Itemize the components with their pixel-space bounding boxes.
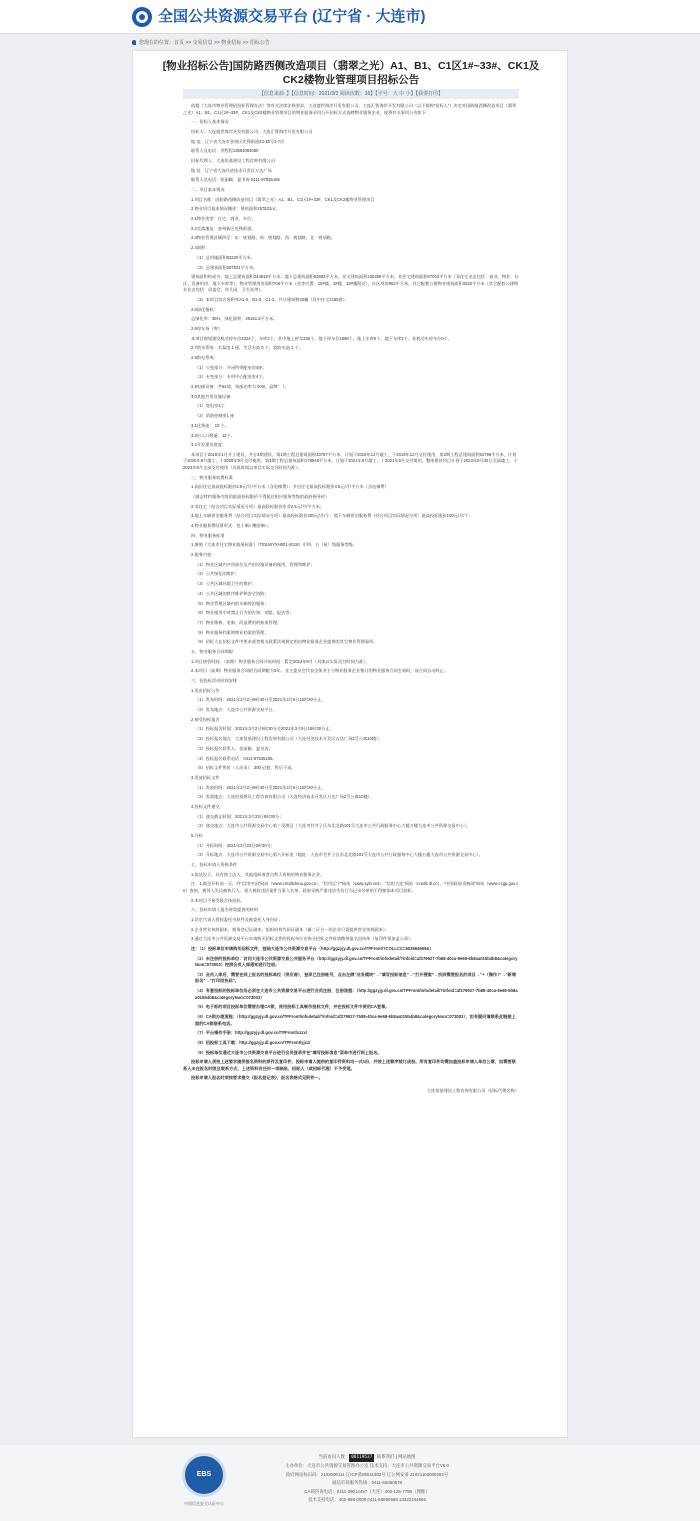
visitor-counter-label: 当前访问人数：	[318, 1454, 350, 1459]
article-paragraph: 1.法定代表人授权委托书原件及被委托人身份证；	[191, 917, 283, 922]
article-signature: 大连恒基建设工程咨询有限公司（招标代理名称）	[426, 1087, 519, 1093]
article-title: [物业招标公告]国防路西侧改造项目（翡翠之光）A1、B1、C1区1#~33#、CK1及CK2楼物业管理项目招标公告	[162, 60, 540, 86]
visitor-counter: 00119537	[349, 1454, 374, 1462]
article-paragraph: 3.通过大连市公共资源交易平台申请购买招标文件的投标单位在购买招标文件时请携带报名回执单（复印件须加盖公章）。	[191, 936, 415, 942]
article-paragraph: （7）物业维修、更新、改造费用的账务管理；	[195, 619, 282, 625]
article-paragraph: （8）物业服务档案和物业档案的管理；	[195, 629, 269, 635]
article-body	[183, 103, 519, 1433]
article-paragraph: 1.高层住宅最高投标限价2.9元/月/平方米（含电梯费）；多层住宅最高投标限价4.6元/月/平方米（含电梯费）	[191, 484, 389, 490]
article-paragraph: 七、投标申请人资格条件	[191, 862, 238, 868]
article-paragraph: 二、项目基本情况	[191, 187, 225, 192]
article-paragraph: （3）投标报名联系人：张丽颖、夏书涛；	[195, 745, 273, 751]
article-paragraph: 2.4面积：	[191, 245, 210, 251]
article-paragraph: 投标申请人报名时须按要求提交《报名登记表》，报名表格式见附件一。	[191, 1075, 323, 1081]
footer-line-6: 技术支持电话：400-998-0000 0411-65850588 13322244665	[308, 1497, 426, 1503]
article-paragraph: （1）总用地面积83330平方米。	[195, 254, 256, 260]
article-paragraph: （3）公共区域环境卫生的维护；	[195, 581, 256, 587]
article-paragraph: （2）总建筑面积297531平方米。	[195, 264, 258, 270]
article-paragraph: 2.2坐落地址：金州新区先锋街道。	[191, 225, 256, 231]
article-paragraph: （2）发放地点：大连恒基建设工程咨询有限公司（大连经济技术开发区万达广场2号公寓10楼）。	[195, 794, 374, 800]
article-paragraph: 建筑面积构成为：地上总建筑面积243818平方米；地下总建筑面积53683平方米。住宅建筑面积230488平方米，非住宅建筑面积67043平方米（非住宅业态包括：商业、物业、社区、设备用房、地下车库等），物业管理用房面积706平方米（业等位置：10#楼、3#楼、33#楼附近），社区用房662平方米，其它配套公建物业建筑面积3243平方米（其它配套公建物业业态包括：居委会、幼儿园、卫生站等）。	[183, 274, 519, 293]
article-paragraph: 2.本项目不接受联合体投标。	[191, 897, 245, 903]
footer-lines	[232, 1453, 502, 1504]
article-paragraph: 2.6停车场（库）：	[191, 325, 225, 331]
article-paragraph: （4）公共区域的秩序维护和安全协防；	[195, 590, 269, 596]
article-paragraph: 注：（1）投标单位申请购买招标文件，登陆大连市公共资源交易平台（http://ggzyjy.dl.gov.cn/TPFront/?COLLCC=603694969&）	[191, 946, 434, 952]
article-paragraph: （6）物业使用中对禁止行为的告知、劝阻、报告等；	[195, 610, 294, 616]
article-paragraph: 3.2出入口数量：12个。	[191, 432, 235, 438]
article-paragraph: 1.参照《大连市住宅物业服务标准》（T/DLWYXH001-2018）中四、五（星）级服务等级。	[191, 542, 358, 548]
breadcrumb	[132, 38, 270, 48]
site-header	[0, 0, 700, 34]
article-paragraph: （7）平台操作手册：http://ggzyjy.dl.gov.cn/TPFront/xzzx/	[195, 1030, 307, 1036]
article-paragraph: 依据《大连市物业管理招投标管理办法》等有关法律法规要求，大连盛世海岸开发有限公司、大连汇智海岸开发有限公司（以下简称“招标人”）决定对国防路西侧改造项目（翡翠之光）A1、B1、C1区1#~33#、CK1及CK2楼物业管理项目的物业服务采用公开招标方式选聘物业服务企业，现将有关事项公告如下：	[183, 103, 517, 115]
footer-line-5: CA锁咨询电话：0411-39014457（大连）400-125-7788（翔维）	[304, 1488, 430, 1494]
article-paragraph: 六、招投标活动时间安排	[191, 678, 238, 683]
ebs-label: 中国信息安全认证中心	[184, 1501, 224, 1506]
article-paragraph: （2）消防控制室1 座	[195, 413, 235, 419]
article-paragraph: （1）开标时间：2021年3月23日9时30分；	[195, 842, 276, 848]
article-paragraph: 4.投标文件递交	[191, 803, 220, 809]
article-paragraph: 三、物业服务收费标准	[191, 474, 233, 480]
site-title[interactable]: 全国公共资源交易平台 (辽宁省 · 大连市)	[158, 8, 426, 25]
article-paragraph: 本项目规划建设机动停车位2224个，车库2个，其中地上停车236个，地下停车位1988个，地上车库0个，地下车库2个，非机动车停车位0个。	[191, 335, 453, 341]
article-paragraph: 3.地上车辆停泊服务费（结合项目实际情况分项）最高投标限价200元/月/个；地下车辆停泊服务费（结合项目实际情况分项）最高投标限价100元/月/个；	[191, 513, 473, 519]
article-paragraph: 4.物业服务费结算形式：包干制√ 酬金制□。	[191, 523, 272, 528]
ebs-logo-text: EBS	[196, 1471, 212, 1478]
article-paragraph: （1）递交截止时间：2021年3月23日9时30分；	[195, 813, 284, 819]
article-paragraph: 2.7供水系统：水泵房 1 座，生活水池 0 个，消防水池 1 个。	[191, 345, 303, 351]
article-paragraph: （4）有意投标的投标单位务必须在大连市公共资源交易平台进行会员注册，注册流程：（http://ggzyjy.dl.gov.cn/TPFront/infodetail/?infoid=af279927-7b88-40ca-9e68-6b8aa015b4b8&categoryNum=073003）	[195, 988, 518, 1000]
article-paragraph: 地 址：辽宁省大连经济技术开发区万达广场	[191, 167, 272, 173]
article-paragraph: 2.物业项目基本情况概述：建筑面积297531㎡。	[191, 206, 280, 212]
article-paragraph: （减去特约服务内容的最高投标限价不得超过相应服务等级的政府指导价）	[191, 493, 330, 499]
article-paragraph: 招标代理人：大连恒基建设工程咨询有限公司	[191, 157, 275, 163]
article-paragraph: 1.依法设立，具有独立法人、其他组织或者自然人资格的物业服务企业；	[191, 871, 325, 877]
article-paragraph: 1.发布招标公告	[191, 687, 220, 693]
article-paragraph: 3.发放招标文件	[191, 774, 220, 780]
article-paragraph: 3.0其他共用设施设备	[191, 393, 231, 399]
breadcrumb-text[interactable]: 您现在的位置：首页 >> 交易信息 >> 物业招标 >> 招标公告	[139, 40, 270, 46]
article-paragraph: 3.1化粪池： 10 个。	[191, 422, 229, 428]
footer-line-2: 主办单位：大连市公共资源交易管理办公室 技术支持：大连市公共资源交易平台V6.0	[285, 1463, 449, 1469]
site-footer	[0, 1445, 700, 1521]
article-paragraph: 2.企业营业执照副本、税务登记证副本、组织机构代码证副本（属三证合一的企业只需提供营业执照副本）；	[191, 926, 390, 932]
footer-line-1: 当前访问人数： 00119537 联系我们 | 网站地图	[232, 1453, 502, 1462]
ebs-certification-logo-icon[interactable]	[182, 1453, 226, 1497]
article-paragraph: （5）物业管理区域内的车辆停泊服务；	[195, 600, 269, 606]
article-paragraph: （5）招标文件售价（人民币）：300元/套，售后不退。	[195, 765, 296, 771]
platform-logo-icon[interactable]	[132, 7, 152, 27]
article-paragraph: 注：1.截至开标前一天，经“信用中国”网站（www.creditchina.gov.cn）、“信用辽宁”网站（www.xyln.net）、“信用大连”网站（credit.dl.cn）、“中国政府采购网”网站（www.ccgp.gov.cn）查询，被列入失信被执行人、重大税收违法案件当事人名单、政府采购严重违法失信行为记录名单的不得参加本项目投标。	[183, 881, 519, 893]
article-paragraph: （3）本项目综合容积率A1-3、B1-3、C1-2，共计建筑物33幢（其中住宅2185套）。	[195, 296, 350, 302]
article-paragraph: 地 址：辽宁省大连市金州区先锋街道23-25号1-7层	[191, 138, 285, 144]
article-paragraph: 一、招标人基本情况	[191, 119, 229, 125]
article-paragraph: 2.8供电系统：	[191, 355, 218, 360]
article-paragraph: （3）会员入库后，需要在网上报名的投标单位（供应商），登录已注册帐号，点击左侧“业务模块”→“填写投标信息”→“打开搜索”→找到需要报名的项目→“+（操作）”→“新增报名”→“打印回执码”。	[195, 971, 516, 984]
footer-line-4: 诚信市场服务热线：0411-65850578	[332, 1480, 402, 1486]
article-paragraph: （9）投标单位通过大连市公共资源交易平台进行会员登录并在“填写投标信息”菜单中进行网上报名。	[195, 1049, 382, 1055]
article-paragraph: 1.项目接管时间：（前期）物业服务合同开始时间：暂定2023年9月（具体以实际交付时间为准）。	[191, 658, 370, 664]
article-paragraph: （1）物业区域内共用部位及共用设施设备的使用、管理和维护；	[195, 561, 315, 567]
article-paragraph: 2.1物业类型：住宅、商业、车位；	[191, 216, 256, 222]
article-paragraph: 四、物业服务标准	[191, 532, 225, 538]
footer-line-3: 政府网站标识码：2102000111 辽ICP备05011492号 辽公网安备 21021102000284号	[285, 1471, 449, 1477]
article-info-bar[interactable]: 【信息来源：】【信息时间：2021/3/2 阅读次数：16】【字号：大 中 小】【我要打印】	[183, 89, 519, 99]
article-panel	[132, 50, 568, 1438]
site-map-link[interactable]: 网站地图	[397, 1454, 416, 1459]
article-paragraph: 2.非住宅（结合项目实际情况分项）最高投标限价非业2.5元/月/平方米；	[191, 503, 325, 509]
article-paragraph: （1）发布时间：2021年3月2日9时30分至2021年3月9日16时30分止；	[195, 697, 326, 703]
article-paragraph: （2）开标地点：大连市公共资源交易中心第八开标室（地址：大连市甘井子区东北北路101号大连市公共行政服务中心大楼五楼大连市公共资源交易中心）。	[195, 852, 483, 858]
article-paragraph: 五、物业服务合同期限	[191, 648, 233, 654]
article-paragraph: （1）公变部分：开闭所带配电房4座；	[195, 364, 267, 370]
article-paragraph: 1.项目名称：国防路西侧改造项目（翡翠之光）A1、B1、C1区1#~33#、CK1及CK2楼物业管理项目	[191, 196, 375, 202]
article-paragraph: 2.服务内容：	[191, 552, 216, 558]
contact-us-link[interactable]: 联系我们	[376, 1454, 395, 1459]
location-pin-icon	[132, 40, 136, 45]
article-paragraph: （2）发布地点：大连市公共资源交易平台。	[195, 707, 277, 713]
article-paragraph: （1）变电亭4个	[195, 403, 225, 409]
article-paragraph: （4）投标报名联系电话：0411-87535185。	[195, 755, 277, 761]
article-paragraph: 5.开标	[191, 833, 203, 838]
article-paragraph: （9）招标人在招标文件中要求或者相关政策法规规定的由物业服务企业提供的其它物业管理事项。	[195, 639, 378, 645]
article-paragraph: （6）CA锁办理流程：（http://ggzyjy.dl.gov.cn/TPFront/infodetail/?infoid=af279927-7b88-40ca-9e68-6b8aa015b4b8&categoryNum=073003），如有疑问请联系此链接上面的CA锁联系电话。	[195, 1014, 516, 1026]
article-paragraph: 3.3开发建设进度：	[191, 442, 227, 448]
article-paragraph: 2.3物业管理区域四至：东：规划路，南：规划路，西：规划路，北：规划路。	[191, 235, 336, 241]
article-paragraph: 总绿化率：35%，绿化面积：29161.5平方米。	[191, 316, 278, 322]
article-paragraph: 2.5绿化指标：	[191, 306, 218, 312]
article-paragraph: 2.接受投标报名	[191, 716, 220, 722]
article-paragraph: （1）投标报名时间：2021年3月2日9时30分至2021年3月9日16时30分止；	[195, 726, 334, 732]
article-paragraph: 联系人及电话：洪程程13654083050	[191, 148, 259, 154]
article-paragraph: （2）未注册的投标单位：访问大连市公共资源交易公共服务平台（http://ggzyjy.dl.gov.cn/TPFront/infodetail/?infoid=af279927-7b88-40ca-9e68-6b8aa015b4b8&categoryNum=073003）按照会员入库通知进行注册。	[195, 955, 518, 968]
article-paragraph: （5）电子标的项目投标单位需要办理CA锁，使用投标工具制作投标文件，并在投标文件中使用CA签章。	[195, 1004, 390, 1010]
article-paragraph: （8）招投标工具下载：http://ggzyjy.dl.gov.cn/TPFront/yjxz/	[195, 1039, 311, 1045]
article-paragraph: 2.9电梯设备：共64部，每部功率为 /KW，品牌： /。	[191, 384, 289, 390]
article-paragraph: 招标人：大连盛世海岸开发有限公司、大连汇智海岸开发有限公司	[191, 128, 313, 134]
article-paragraph: （2）投标报名地点：大连恒基建设工程咨询有限公司（大连经济技术开发区万达广场2号公寓10楼）；	[195, 736, 383, 742]
article-paragraph: （2）专变部分：专用中心配电室4个。	[195, 374, 267, 380]
article-paragraph: 本项目于2018年1月开工建设，共分3期建设，第1期工程总建筑面积33787平方米，计划于2019年12月竣工，于2019年12月交付使用，第2期工程总建筑面积84796平方米，计划于2020年9月竣工，于2020年9月交付使用，第3期工程总建筑面积178948平方米，计划于2021年9月竣工，于2021年9月交付使用，整体建设项目计划于2023年9月30日全部竣工，于2023年9月全部交付使用（具体时间以项目实际交付时间为准）。	[183, 451, 518, 470]
article-paragraph: （1）发放时间：2021年3月2日9时30分至2021年3月9日16时30分止；	[195, 784, 326, 790]
article-paragraph: （2）递交地点：大连市公共资源交易中心第三受理区（大连市甘井子区东北北路101号大连市公共行政服务中心大楼五楼大连市公共资源交易中心）。	[195, 823, 471, 829]
article-paragraph: 2.本项目（前期）物业服务合同的合同期限为3年。业主委员会代表全体业主与物业服务企业签订的物业服务合同生效时，该合同自动终止。	[191, 668, 449, 674]
article-paragraph: （2）公共绿化的维护；	[195, 571, 240, 577]
article-paragraph: 八、投标申请人报名时需提供的材料	[191, 907, 259, 913]
article-paragraph: 联系人及电话：张丽颖、夏书涛 0411-87535185	[191, 177, 280, 183]
article-paragraph: 投标申请人须按上述要求提供报名资料的原件及复印件，投标申请人提供的复印件资料均一式1份，并按上述顺序装订成册。所有复印件均需加盖投标申请人单位公章，如需要联系人未在报名时限及联系方式，上述资料有任何一项缺陷，招标人（或招标代理）不予受理。	[183, 1059, 516, 1071]
